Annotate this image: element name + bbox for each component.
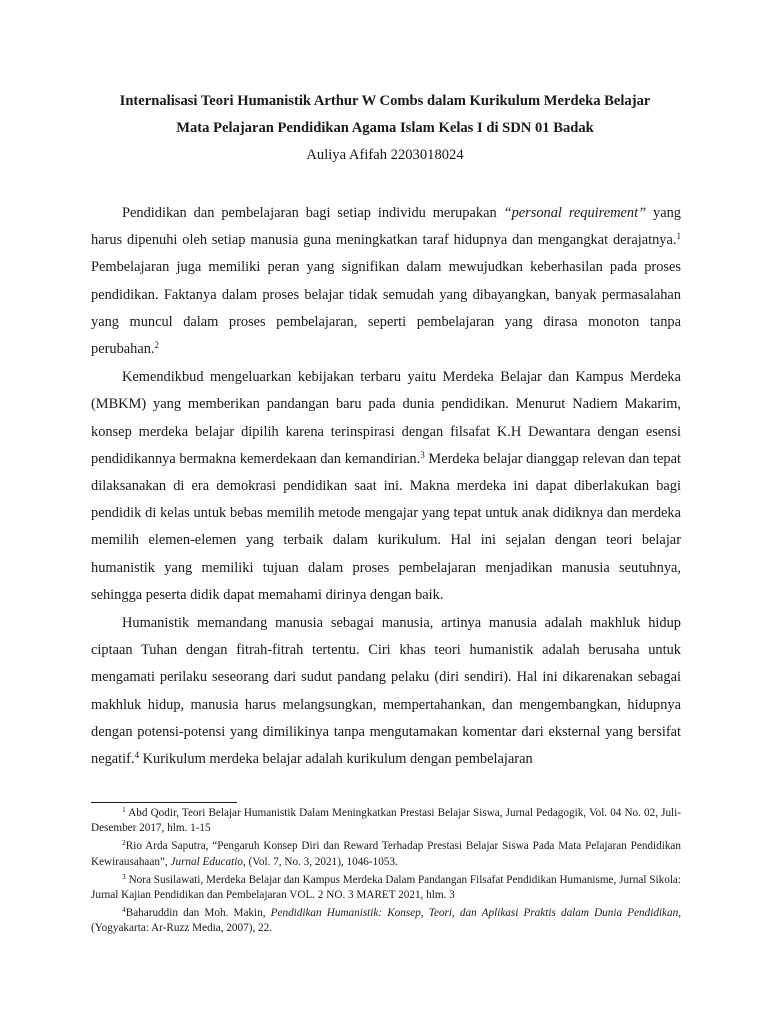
footnote-ref-4[interactable]: 4 xyxy=(134,750,140,761)
paragraph-2 xyxy=(91,364,681,609)
footnotes-section xyxy=(91,806,681,937)
footnote-4-text-b: , (Yogyakarta: Ar-Ruzz Media, 2007), 22. xyxy=(91,907,681,935)
footnote-3-number: 3 xyxy=(122,871,126,881)
footnote-2-number: 2 xyxy=(122,838,126,848)
footnote-ref-2[interactable]: 2 xyxy=(154,340,160,351)
author-line: Auliya Afifah 2203018024 xyxy=(306,147,464,163)
footnote-2-text-b: , (Vol. 7, No. 3, 2021), 1046-1053. xyxy=(242,855,398,868)
body-text xyxy=(91,200,681,773)
footnote-1 xyxy=(91,806,681,836)
paragraph-3-text-b: Kurikulum merdeka belajar adalah kurikulum dengan pembelajaran xyxy=(139,751,533,768)
paragraph-1-italic-term: “personal requirement” xyxy=(503,205,647,221)
document-title-line-2: Mata Pelajaran Pendidikan Agama Islam Kelas I di SDN 01 Badak xyxy=(176,120,594,136)
footnote-1-text: Abd Qodir, Teori Belajar Humanistik Dalam Meningkatkan Prestasi Belajar Siswa, Jurnal Pedagogik, Vol. 04 No. 02, Juli-Desember 2017, hlm. 1-15 xyxy=(91,807,681,835)
footnote-3-text: Nora Susilawati, Merdeka Belajar dan Kampus Merdeka Dalam Pandangan Filsafat Pendidikan Humanisme, Jurnal Sikola: Jurnal Kajian Pendidikan dan Pembelajaran VOL. 2 NO. 3 MARET 2021, hlm. 3 xyxy=(91,873,681,902)
paragraph-2-text-a: Kemendikbud mengeluarkan kebijakan terbaru yaitu Merdeka Belajar dan Kampus Merdeka (MBKM) yang memberikan pandangan baru pada dunia pendidikan. Menurut Nadiem Makarim, konsep merdeka belajar dipilih karena terinspirasi dengan filsafat K.H Dewantara dengan esensi pendidikannya bermakna kemerdekaan dan kemandirian. xyxy=(91,369,681,467)
footnote-separator xyxy=(91,802,237,803)
paragraph-1 xyxy=(91,200,681,363)
paragraph-1-text-d: Pembelajaran juga memiliki peran yang signifikan dalam mewujudkan keberhasilan pada proses pendidikan. Faktanya dalam proses belajar tidak semudah yang dibayangkan, banyak permasalahan yang muncul dalam proses pembelajaran, seperti pembelajaran yang dirasa monoton tanpa perubahan. xyxy=(91,259,681,358)
paragraph-2-text-b: Merdeka belajar dianggap relevan dan tepat dilaksanakan di era demokrasi pendidikan saat ini. Makna merdeka ini dapat diberlakukan bagi pendidik di kelas untuk bebas memilih metode mengajar yang tepat untuk anak didiknya dan merdeka memilih elemen-elemen yang terbaik dalam kurikulum. Hal ini sejalan dengan teori belajar humanistik yang memiliki tujuan dalam proses pembelajaran menjadikan manusia seutuhnya, sehingga peserta didik dapat memahami dirinya dengan baik. xyxy=(91,450,681,603)
paragraph-1-text-a: Pendidikan dan pembelajaran bagi setiap individu merupakan xyxy=(122,205,504,221)
footnote-4-book-title: Pendidikan Humanistik: Konsep, Teori, dan Aplikasi Praktis dalam Dunia Pendidikan xyxy=(270,907,679,920)
footnote-3 xyxy=(91,873,681,903)
footnote-1-number: 1 xyxy=(122,805,126,814)
footnote-ref-3[interactable]: 3 xyxy=(420,449,425,460)
paragraph-3-text-a: Humanistik memandang manusia sebagai manusia, artinya manusia adalah makhluk hidup ciptaan Tuhan dengan fitrah-fitrah tertentu. Ciri khas teori humanistik adalah berusaha untuk mengamati perilaku seseorang dari sudut pandang pelaku (diri sendiri). Hal ini dikarenakan sebagai makhluk hidup, manusia harus melangsungkan, mempertahankan, dan mengembangkan, hidupnya dengan potensi-potensi yang dimilikinya tanpa mengutamakan komentar dari eksternal yang bersifat negatif. xyxy=(91,615,681,768)
paragraph-1-text-c: yang harus dipenuhi oleh setiap manusia guna meningkatkan taraf hidupnya dan mengangkat derajatnya. xyxy=(91,205,681,249)
footnote-2-journal: Jurnal Educatio xyxy=(170,855,243,868)
footnote-2-text-a: Rio Arda Saputra, “Pengaruh Konsep Diri dan Reward Terhadap Prestasi Belajar Siswa Pada Mata Pelajaran Pendidikan Kewirausahaan”, xyxy=(91,840,681,868)
footnote-4-text-a: Baharuddin dan Moh. Makin, xyxy=(125,907,271,920)
paragraph-3 xyxy=(91,610,681,773)
footnote-ref-1[interactable]: 1 xyxy=(676,231,681,242)
footnote-2 xyxy=(91,839,681,869)
footnote-4-number: 4 xyxy=(122,905,126,915)
document-title-line-1: Internalisasi Teori Humanistik Arthur W Combs dalam Kurikulum Merdeka Belajar xyxy=(119,93,651,109)
footnote-4 xyxy=(91,906,681,936)
